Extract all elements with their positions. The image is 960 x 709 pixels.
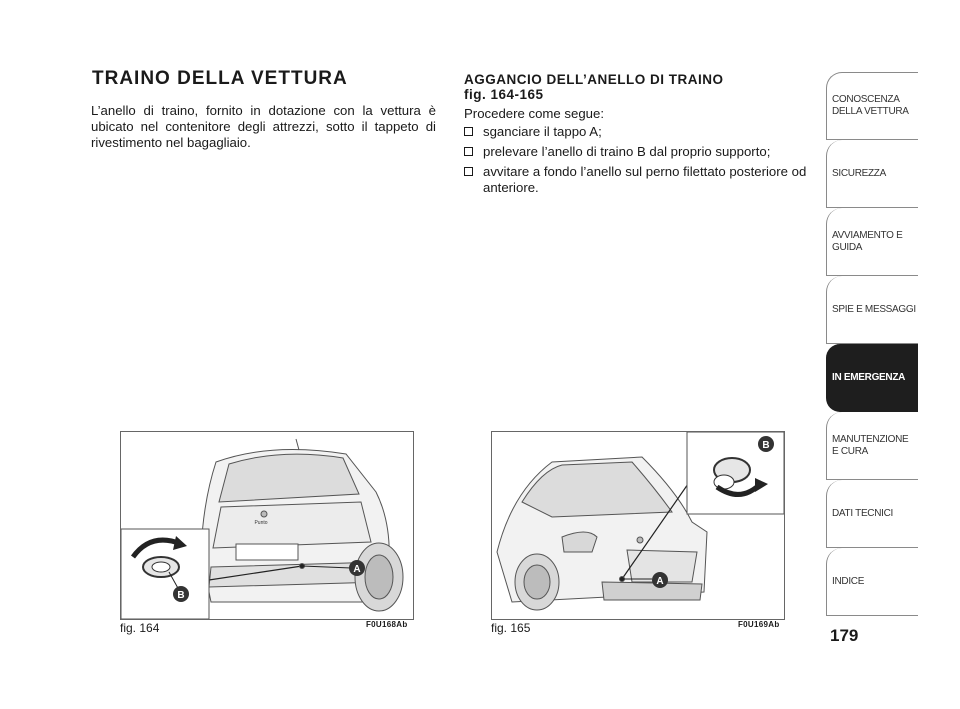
checkbox-bullet-icon	[464, 147, 473, 156]
front-car-illustration	[492, 432, 784, 619]
figure-164-rear-car	[120, 431, 414, 620]
tab-label: CONOSCENZA DELLA VETTURA	[832, 94, 909, 117]
step-text: sganciare il tappo A;	[483, 124, 602, 139]
list-item	[464, 124, 809, 140]
rear-car-illustration	[121, 432, 413, 619]
step-text: avvitare a fondo l’anello sul perno filettato posteriore od anteriore.	[483, 164, 807, 195]
callout-label-a: A	[353, 564, 361, 575]
subsection-title	[464, 72, 724, 102]
tab-label: SICUREZZA	[832, 167, 886, 179]
tab-label: SPIE E MESSAGGI	[832, 303, 916, 315]
callout-label-b: B	[177, 590, 185, 601]
subsection-title-line1: AGGANCIO DELL’ANELLO DI TRAINO	[464, 72, 724, 87]
tab-label: AVVIAMENTO E GUIDA	[832, 229, 903, 253]
tab-spie[interactable]	[826, 276, 918, 344]
tab-manutenzione[interactable]	[826, 412, 918, 480]
tab-conoscenza[interactable]	[826, 72, 918, 140]
list-item	[464, 164, 809, 196]
tab-in-emergenza[interactable]	[826, 344, 918, 412]
figure-165-code: F0U169Ab	[738, 620, 780, 629]
checkbox-bullet-icon	[464, 127, 473, 136]
tab-label: DATI TECNICI	[832, 507, 894, 519]
callout-label-a: A	[656, 576, 664, 587]
tab-sicurezza[interactable]	[826, 140, 918, 208]
tab-label: INDICE	[832, 575, 865, 587]
procedure-steps	[464, 124, 809, 200]
tab-label: IN EMERGENZA	[832, 371, 906, 383]
page-number: 179	[830, 626, 859, 645]
figure-164-caption: fig. 164	[120, 621, 160, 635]
figure-164-code: F0U168Ab	[366, 620, 408, 629]
car-badge: Punto	[254, 520, 268, 526]
tab-label: MANUTENZIONE E CURA	[832, 433, 909, 457]
procedure-lead: Procedere come segue:	[464, 106, 605, 121]
tab-dati-tecnici[interactable]	[826, 480, 918, 548]
figure-165-caption: fig. 165	[491, 621, 531, 635]
subsection-figure-ref: fig. 164-165	[464, 87, 544, 102]
step-text: prelevare l’anello di traino B dal proprio supporto;	[483, 144, 771, 159]
section-title: TRAINO DELLA VETTURA	[92, 68, 348, 89]
figure-165-front-car	[491, 431, 785, 620]
list-item	[464, 144, 809, 160]
callout-label-b: B	[762, 440, 770, 451]
tab-indice[interactable]	[826, 548, 918, 616]
chapter-tabs	[826, 72, 918, 616]
intro-paragraph: L’anello di traino, fornito in dotazione con la vettura è ubicato nel contenitore degli attrezzi, sotto il tappeto di rivestimento nel bagagliaio.	[91, 103, 436, 150]
checkbox-bullet-icon	[464, 167, 473, 176]
tab-avviamento[interactable]	[826, 208, 918, 276]
